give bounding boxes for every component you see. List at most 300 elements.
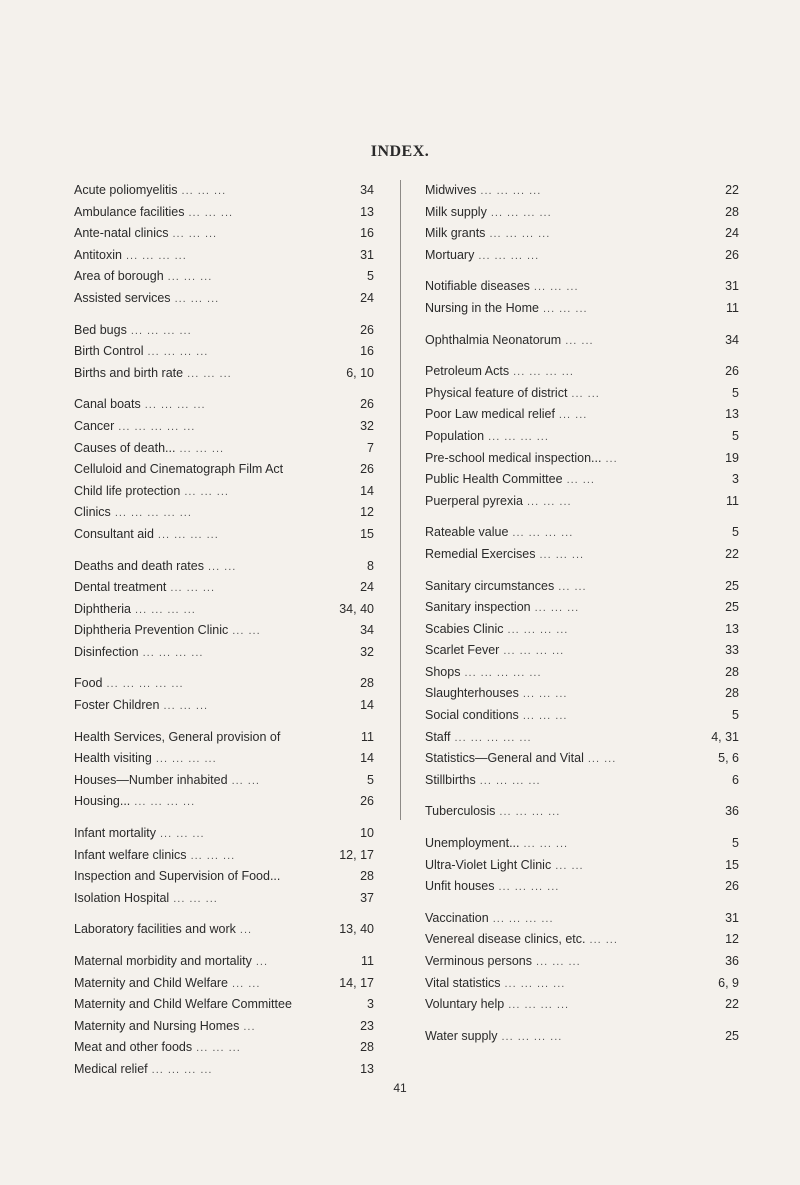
index-page-ref: 14 xyxy=(360,698,374,713)
index-page-ref: 5 xyxy=(732,525,739,540)
index-entry xyxy=(425,705,739,727)
dot-leader: ... ... ... ... xyxy=(512,527,574,540)
index-entry xyxy=(74,320,374,342)
index-entry xyxy=(425,180,739,202)
dot-leader: ... ... ... ... xyxy=(144,399,206,412)
index-page-ref: 16 xyxy=(360,344,374,359)
index-page-ref: 11 xyxy=(726,300,739,315)
index-term: Voluntary help xyxy=(425,997,505,1012)
index-term: Physical feature of district xyxy=(425,385,568,400)
index-term: Vital statistics xyxy=(425,975,501,990)
index-entry xyxy=(74,556,374,578)
index-page-ref: 25 xyxy=(725,1028,739,1043)
index-entry xyxy=(74,973,374,995)
dot-leader: ... xyxy=(243,1020,256,1033)
index-term: Foster Children xyxy=(74,698,160,713)
index-page-ref: 11 xyxy=(361,954,374,968)
dot-leader: ... ... ... xyxy=(522,688,568,701)
index-term: Health visiting xyxy=(74,751,152,766)
index-term: Maternity and Child Welfare xyxy=(74,975,229,990)
index-entry xyxy=(74,502,374,524)
index-entry xyxy=(74,994,374,1016)
index-entry xyxy=(425,202,739,224)
page-title: INDEX. xyxy=(370,143,430,160)
dot-leader: ... ... ... ... xyxy=(508,999,570,1012)
index-page-ref: 6 xyxy=(732,772,739,787)
index-term: Birth Control xyxy=(74,344,144,359)
section-gap xyxy=(425,266,739,276)
index-page-ref: 26 xyxy=(360,322,374,337)
index-term: Midwives xyxy=(425,183,477,197)
index-page-ref: 22 xyxy=(725,997,739,1012)
index-term: Unfit houses xyxy=(425,879,495,894)
dot-leader: ... ... ... ... xyxy=(130,324,192,337)
dot-leader: ... ... ... xyxy=(526,495,572,508)
index-entry xyxy=(425,748,739,770)
index-page-ref: 28 xyxy=(360,676,374,691)
index-term: Bed bugs xyxy=(74,322,127,337)
dot-leader: ... ... ... ... xyxy=(125,249,187,262)
index-term: Statistics—General and Vital xyxy=(425,751,584,766)
index-entry xyxy=(74,245,374,267)
index-entry xyxy=(74,695,374,717)
index-entry xyxy=(74,577,374,599)
dot-leader: ... ... ... ... xyxy=(134,603,196,616)
index-term: Petroleum Acts xyxy=(425,364,510,379)
index-term: Remedial Exercises xyxy=(425,546,536,561)
index-entry xyxy=(425,929,739,951)
dot-leader: ... xyxy=(239,924,253,937)
index-entry xyxy=(425,491,739,513)
index-page-ref: 25 xyxy=(725,600,739,615)
index-term: Area of borough xyxy=(74,269,164,284)
page-number: 41 xyxy=(393,1081,407,1095)
dot-leader: ... ... ... ... xyxy=(134,796,196,809)
index-entry xyxy=(74,791,374,813)
dot-leader: ... ... ... xyxy=(188,206,234,219)
index-term: Isolation Hospital xyxy=(74,890,170,905)
index-page-ref: 5 xyxy=(732,708,739,723)
index-page-ref: 13 xyxy=(360,1061,374,1076)
index-term: Stillbirths xyxy=(425,772,476,787)
index-term: Inspection and Supervision of Food... xyxy=(74,869,281,884)
index-page-ref: 19 xyxy=(725,450,739,465)
dot-leader: ... ... ... xyxy=(539,548,585,561)
index-entry xyxy=(425,469,739,491)
section-gap xyxy=(425,566,739,576)
index-page-ref: 10 xyxy=(360,826,374,841)
index-page-ref: 26 xyxy=(725,364,739,379)
index-entry xyxy=(74,438,374,460)
index-term: Canal boats xyxy=(74,397,141,412)
index-entry xyxy=(74,748,374,770)
index-term: Food xyxy=(74,676,103,691)
index-page-ref: 12 xyxy=(360,505,374,520)
index-entry xyxy=(74,341,374,363)
section-gap xyxy=(74,909,374,919)
index-page-ref: 12, 17 xyxy=(339,847,374,862)
index-entry xyxy=(74,866,374,888)
index-page-ref: 23 xyxy=(360,1018,374,1033)
index-entry xyxy=(425,908,739,930)
index-page-ref: 28 xyxy=(725,664,739,679)
index-entry xyxy=(74,951,374,973)
index-page-ref: 33 xyxy=(725,643,739,658)
index-term: Diphtheria xyxy=(74,601,131,616)
index-page-ref: 24 xyxy=(360,580,374,595)
index-term: Houses—Number inhabited xyxy=(74,772,228,787)
index-term: Social conditions xyxy=(425,708,519,723)
index-entry xyxy=(74,288,374,310)
index-entry xyxy=(425,727,739,749)
section-gap xyxy=(74,384,374,394)
index-term: Rateable value xyxy=(425,525,509,540)
index-page-ref: 14, 17 xyxy=(339,975,374,990)
index-term: Verminous persons xyxy=(425,954,533,968)
index-entry xyxy=(425,597,739,619)
index-entry xyxy=(74,223,374,245)
index-term: Child life protection xyxy=(74,483,181,498)
dot-leader: ... ... ... ... ... xyxy=(454,731,532,744)
dot-leader: ... xyxy=(605,452,618,465)
dot-leader: ... ... ... xyxy=(196,1042,241,1055)
index-term: Ambulance facilities xyxy=(74,204,185,219)
index-page-ref: 34 xyxy=(725,332,739,347)
index-page-ref: 28 xyxy=(360,869,374,884)
dot-leader: ... ... ... ... xyxy=(155,753,217,766)
index-page-ref: 11 xyxy=(361,729,374,744)
index-term: Puerperal pyrexia xyxy=(425,493,523,508)
index-term: Consultant aid xyxy=(74,526,154,541)
dot-leader: ... ... xyxy=(232,977,261,990)
index-entry xyxy=(425,855,739,877)
index-term: Scabies Clinic xyxy=(425,621,504,636)
index-page-ref: 5 xyxy=(732,385,739,400)
dot-leader: ... ... xyxy=(558,409,588,422)
section-gap xyxy=(74,813,374,823)
index-term: Health Services, General provision of xyxy=(74,729,281,744)
index-entry xyxy=(425,994,739,1016)
section-gap xyxy=(74,546,374,556)
index-entry xyxy=(425,640,739,662)
index-entry xyxy=(425,522,739,544)
index-page-ref: 5 xyxy=(732,836,739,851)
dot-leader: ... ... xyxy=(589,934,618,947)
index-page-ref: 34 xyxy=(360,623,374,638)
index-term: Causes of death... xyxy=(74,440,176,455)
index-page-ref: 13 xyxy=(725,407,739,422)
index-page-ref: 28 xyxy=(360,1040,374,1055)
index-entry xyxy=(74,481,374,503)
index-entry xyxy=(74,599,374,621)
index-page-ref: 26 xyxy=(725,247,739,262)
index-term: Deaths and death rates xyxy=(74,558,204,573)
dot-leader: ... ... xyxy=(231,774,260,787)
index-term: Milk grants xyxy=(425,226,486,241)
dot-leader: ... ... ... ... xyxy=(479,774,541,787)
dot-leader: ... ... ... xyxy=(167,271,213,284)
index-entry xyxy=(74,1059,374,1081)
dot-leader: ... ... ... ... xyxy=(157,528,219,541)
index-term: Diphtheria Prevention Clinic xyxy=(74,623,229,638)
index-term: Maternal morbidity and mortality xyxy=(74,954,252,968)
index-page-ref: 31 xyxy=(360,247,374,262)
index-right-column xyxy=(425,180,739,1047)
index-entry xyxy=(425,876,739,898)
index-term: Scarlet Fever xyxy=(425,643,500,658)
index-page-ref: 6, 9 xyxy=(718,975,739,990)
index-term: Ultra-Violet Light Clinic xyxy=(425,857,552,872)
index-page-ref: 31 xyxy=(725,279,739,294)
dot-leader: ... ... ... xyxy=(187,367,232,380)
dot-leader: ... ... ... ... xyxy=(501,1030,563,1043)
index-page-ref: 14 xyxy=(360,751,374,766)
dot-leader: ... ... ... ... xyxy=(503,645,565,658)
index-page-ref: 26 xyxy=(360,794,374,809)
dot-leader: ... ... xyxy=(558,580,587,593)
index-entry xyxy=(74,823,374,845)
index-term: Meat and other foods xyxy=(74,1040,193,1055)
index-page-ref: 13 xyxy=(360,204,374,219)
index-entry xyxy=(425,448,739,470)
index-page-ref: 4, 31 xyxy=(711,729,739,744)
index-entry xyxy=(425,298,739,320)
index-term: Notifiable diseases xyxy=(425,279,530,294)
index-entry xyxy=(425,951,739,973)
index-term: Vaccination xyxy=(425,910,489,925)
index-entry xyxy=(74,770,374,792)
dot-leader: ... ... ... xyxy=(522,710,568,723)
index-page-ref: 26 xyxy=(360,397,374,412)
index-term: Staff xyxy=(425,729,451,744)
index-page-ref: 15 xyxy=(725,857,739,872)
dot-leader: ... ... ... xyxy=(179,442,225,455)
index-term: Mortuary xyxy=(425,247,475,262)
index-entry xyxy=(74,202,374,224)
section-gap xyxy=(425,791,739,801)
dot-leader: ... ... ... xyxy=(163,700,209,713)
index-page-ref: 11 xyxy=(726,493,739,508)
index-term: Antitoxin xyxy=(74,247,122,262)
section-gap xyxy=(425,1016,739,1026)
dot-leader: ... ... ... xyxy=(184,485,229,498)
index-entry xyxy=(74,524,374,546)
index-page-ref: 22 xyxy=(725,183,739,197)
dot-leader: ... ... ... ... ... xyxy=(118,420,196,433)
index-page-ref: 26 xyxy=(360,462,374,477)
index-page-ref: 7 xyxy=(367,440,374,455)
index-page-ref: 32 xyxy=(360,418,374,433)
index-page-ref: 34 xyxy=(360,183,374,197)
index-entry xyxy=(74,727,374,749)
index-entry xyxy=(425,330,739,352)
index-term: Slaughterhouses xyxy=(425,686,519,701)
section-gap xyxy=(425,351,739,361)
dot-leader: ... ... ... ... xyxy=(492,912,554,925)
index-entry xyxy=(74,1037,374,1059)
index-term: Tuberculosis xyxy=(425,804,496,819)
section-gap xyxy=(74,663,374,673)
dot-leader: ... ... ... xyxy=(534,602,580,615)
index-entry xyxy=(425,404,739,426)
index-term: Public Health Committee xyxy=(425,472,563,487)
index-page-ref: 13, 40 xyxy=(339,922,374,937)
dot-leader: ... ... ... xyxy=(173,892,218,905)
index-page-ref: 34, 40 xyxy=(339,601,374,616)
index-entry xyxy=(425,662,739,684)
dot-leader: ... ... ... xyxy=(174,292,220,305)
index-term: Sanitary circumstances xyxy=(425,578,555,593)
column-divider xyxy=(400,180,401,820)
index-page-ref: 16 xyxy=(360,226,374,241)
index-page-ref: 37 xyxy=(360,890,374,905)
index-entry xyxy=(425,833,739,855)
index-page-ref: 15 xyxy=(360,526,374,541)
dot-leader: ... ... ... xyxy=(172,228,218,241)
index-entry xyxy=(74,459,374,481)
index-entry xyxy=(74,180,374,202)
index-term: Nursing in the Home xyxy=(425,300,539,315)
index-entry xyxy=(425,383,739,405)
index-entry xyxy=(74,919,374,941)
index-term: Pre-school medical inspection... xyxy=(425,450,602,465)
index-term: Water supply xyxy=(425,1028,498,1043)
dot-leader: ... ... ... ... xyxy=(147,346,209,359)
index-term: Clinics xyxy=(74,505,111,520)
index-term: Assisted services xyxy=(74,290,171,305)
index-entry xyxy=(74,394,374,416)
dot-leader: ... ... ... xyxy=(181,185,227,197)
index-page-ref: 31 xyxy=(725,910,739,925)
index-term: Unemployment... xyxy=(425,836,520,851)
section-gap xyxy=(74,941,374,951)
section-gap xyxy=(74,717,374,727)
dot-leader: ... ... ... xyxy=(190,849,236,862)
index-page-ref: 26 xyxy=(725,879,739,894)
index-term: Celluloid and Cinematograph Film Act xyxy=(74,462,284,477)
dot-leader: ... ... xyxy=(565,334,594,347)
dot-leader: ... xyxy=(255,956,269,968)
dot-leader: ... ... ... xyxy=(523,838,569,851)
dot-leader: ... ... ... ... xyxy=(499,806,561,819)
index-entry xyxy=(74,620,374,642)
index-page-ref: 5 xyxy=(367,269,374,284)
index-entry xyxy=(425,619,739,641)
index-entry xyxy=(425,973,739,995)
index-term: Medical relief xyxy=(74,1061,148,1076)
index-page-ref: 28 xyxy=(725,204,739,219)
dot-leader: ... ... xyxy=(566,474,595,487)
index-entry xyxy=(425,801,739,823)
index-term: Disinfection xyxy=(74,644,139,659)
dot-leader: ... ... ... xyxy=(533,281,579,294)
dot-leader: ... ... ... ... ... xyxy=(464,666,542,679)
index-page-ref: 8 xyxy=(367,558,374,573)
index-term: Laboratory facilities and work xyxy=(74,922,236,937)
index-entry xyxy=(74,266,374,288)
index-page-ref: 5 xyxy=(732,428,739,443)
index-term: Dental treatment xyxy=(74,580,167,595)
index-page-ref: 24 xyxy=(725,226,739,241)
index-term: Maternity and Nursing Homes xyxy=(74,1018,240,1033)
dot-leader: ... ... ... xyxy=(159,828,205,841)
index-entry xyxy=(74,416,374,438)
dot-leader: ... ... ... ... xyxy=(498,881,560,894)
dot-leader: ... ... ... ... xyxy=(490,206,552,219)
section-gap xyxy=(425,512,739,522)
dot-leader: ... ... xyxy=(555,859,584,872)
dot-leader: ... ... xyxy=(207,560,237,573)
dot-leader: ... ... ... ... xyxy=(151,1063,213,1076)
index-term: Shops xyxy=(425,664,461,679)
index-page-ref: 32 xyxy=(360,644,374,659)
index-term: Venereal disease clinics, etc. xyxy=(425,932,586,947)
index-page-ref: 6, 10 xyxy=(346,365,374,380)
index-entry xyxy=(425,426,739,448)
section-gap xyxy=(425,898,739,908)
index-term: Births and birth rate xyxy=(74,365,184,380)
section-gap xyxy=(425,320,739,330)
index-entry xyxy=(425,276,739,298)
index-entry xyxy=(74,1016,374,1038)
index-term: Infant mortality xyxy=(74,826,156,841)
dot-leader: ... ... ... ... ... xyxy=(106,678,184,691)
index-entry xyxy=(425,245,739,267)
dot-leader: ... ... ... ... xyxy=(513,366,574,379)
index-term: Population xyxy=(425,428,485,443)
index-entry xyxy=(425,544,739,566)
index-left-column xyxy=(74,180,374,1081)
index-entry xyxy=(425,223,739,245)
dot-leader: ... ... xyxy=(587,753,617,766)
dot-leader: ... ... ... ... xyxy=(142,646,204,659)
index-term: Housing... xyxy=(74,794,131,809)
dot-leader: ... ... xyxy=(571,387,600,400)
index-page-ref: 12 xyxy=(725,932,739,947)
index-term: Infant welfare clinics xyxy=(74,847,187,862)
index-page-ref: 36 xyxy=(725,804,739,819)
index-term: Acute poliomyelitis xyxy=(74,183,178,197)
index-entry xyxy=(425,1026,739,1048)
dot-leader: ... ... ... xyxy=(170,582,216,595)
index-term: Ante-natal clinics xyxy=(74,226,169,241)
index-page-ref: 5, 6 xyxy=(718,751,739,766)
dot-leader: ... ... ... xyxy=(542,302,588,315)
index-entry xyxy=(425,770,739,792)
index-term: Sanitary inspection xyxy=(425,600,531,615)
index-term: Poor Law medical relief xyxy=(425,407,555,422)
dot-leader: ... ... ... xyxy=(536,956,581,968)
index-entry xyxy=(425,683,739,705)
index-page-ref: 3 xyxy=(732,472,739,487)
index-page-ref: 36 xyxy=(725,954,739,968)
index-page-ref: 24 xyxy=(360,290,374,305)
index-page-ref: 3 xyxy=(367,997,374,1012)
dot-leader: ... ... ... ... ... xyxy=(114,507,192,520)
index-page-ref: 5 xyxy=(367,772,374,787)
index-term: Cancer xyxy=(74,418,115,433)
dot-leader: ... ... ... ... xyxy=(507,623,569,636)
section-gap xyxy=(74,310,374,320)
dot-leader: ... ... ... ... xyxy=(478,249,540,262)
dot-leader: ... ... xyxy=(232,625,261,638)
index-page-ref: 28 xyxy=(725,686,739,701)
index-entry xyxy=(425,361,739,383)
dot-leader: ... ... ... ... xyxy=(489,228,551,241)
dot-leader: ... ... ... ... xyxy=(488,430,549,443)
index-page-ref: 22 xyxy=(725,546,739,561)
index-term: Milk supply xyxy=(425,204,487,219)
